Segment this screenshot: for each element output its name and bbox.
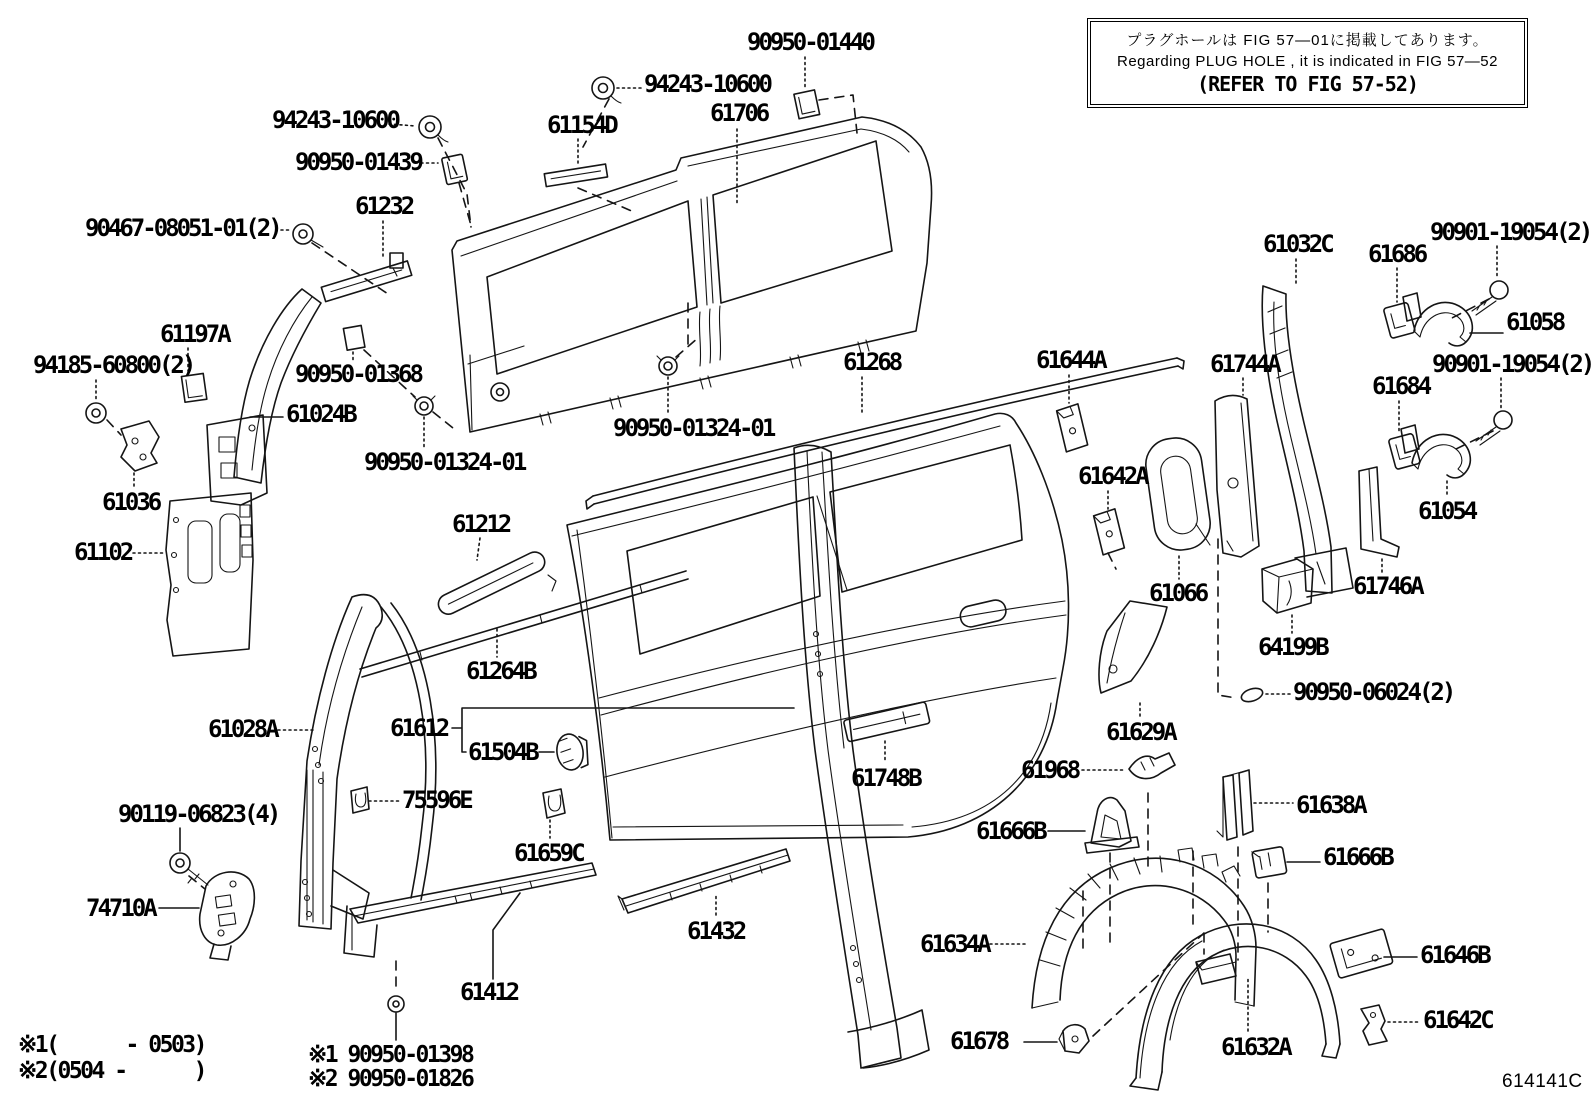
part-label-61748b: 61748B <box>851 764 920 792</box>
part-label-61746a: 61746A <box>1353 572 1422 600</box>
part-label-61666b: 61666B <box>976 817 1045 845</box>
wheel-arch-drawings <box>1032 848 1340 1090</box>
part-label-90950-01440: 90950-01440 <box>747 28 873 56</box>
part-label-94185-60800-2: 94185-60800(2) <box>33 351 194 379</box>
figure-code: 614141C <box>1502 1071 1583 1092</box>
part-label-61968: 61968 <box>1021 756 1079 784</box>
part-label-61268: 61268 <box>843 348 901 376</box>
part-label-90950-01324-01-2: 90950-01324-01 <box>613 414 774 442</box>
part-label-64199b: 64199B <box>1258 633 1327 661</box>
footnote-part-2: ※2 90950-01826 <box>308 1066 473 1092</box>
part-label-61678: 61678 <box>950 1027 1008 1055</box>
part-label-90950-01439: 90950-01439 <box>295 148 421 176</box>
note-line-japanese: プラグホールは FIG 57—01に掲載してあります。 <box>1126 32 1489 49</box>
part-label-61706: 61706 <box>710 99 768 127</box>
part-label-90950-01324-01: 90950-01324-01 <box>364 448 525 476</box>
note-line-english: Regarding PLUG HOLE , it is indicated in FIG 57—52 <box>1116 53 1498 70</box>
part-label-61632a: 61632A <box>1221 1033 1290 1061</box>
note-line-reference: (REFER TO FIG 57-52) <box>1197 72 1418 96</box>
footnote-date-range-1: ※1( - 0503) <box>18 1032 205 1058</box>
part-label-90119-06823-4: 90119-06823(4) <box>118 800 279 828</box>
part-label-61644a: 61644A <box>1036 346 1105 374</box>
part-label-61646b: 61646B <box>1420 941 1489 969</box>
part-label-90467-08051-01-2: 90467-08051-01(2) <box>85 214 280 242</box>
footnote-part-1: ※1 90950-01398 <box>308 1042 473 1068</box>
fastener-drawings <box>86 77 820 885</box>
part-label-61197a: 61197A <box>160 320 229 348</box>
right-parts-drawings <box>1056 281 1512 1053</box>
part-label-61634a: 61634A <box>920 930 989 958</box>
part-label-61036: 61036 <box>102 488 160 516</box>
part-label-61642a: 61642A <box>1078 462 1147 490</box>
upper-panel-drawing <box>452 117 932 432</box>
part-label-61412: 61412 <box>460 978 518 1006</box>
part-label-90950-01368: 90950-01368 <box>295 360 421 388</box>
part-label-61154d: 61154D <box>547 111 616 139</box>
part-label-61028a: 61028A <box>208 715 277 743</box>
part-label-61642c: 61642C <box>1423 1006 1492 1034</box>
b-pillar-drawing <box>794 445 929 1068</box>
part-label-61066: 61066 <box>1149 579 1207 607</box>
part-label-61024b: 61024B <box>286 400 355 428</box>
part-label-61612: 61612 <box>390 714 448 742</box>
part-label-61744a: 61744A <box>1210 350 1279 378</box>
part-label-61432: 61432 <box>687 917 745 945</box>
footnote-date-range-2: ※2(0504 - ) <box>18 1058 205 1084</box>
plug-hole-note-box <box>1087 18 1528 108</box>
part-label-61684: 61684 <box>1372 372 1430 400</box>
part-label-90901-19054-2: 90901-19054(2) <box>1430 218 1591 246</box>
part-label-90950-06024-2: 90950-06024(2) <box>1293 678 1454 706</box>
part-label-74710a: 74710A <box>86 894 155 922</box>
part-label-61054: 61054 <box>1418 497 1476 525</box>
part-label-94243-10600: 94243-10600 <box>644 70 770 98</box>
part-label-61666b-2: 61666B <box>1323 843 1392 871</box>
part-label-61629a: 61629A <box>1106 718 1175 746</box>
part-label-61686: 61686 <box>1368 240 1426 268</box>
part-label-75596e: 75596E <box>402 786 471 814</box>
part-label-61058: 61058 <box>1506 308 1564 336</box>
part-label-61638a: 61638A <box>1296 791 1365 819</box>
part-label-90901-19054-2-2: 90901-19054(2) <box>1432 350 1592 378</box>
part-label-61102: 61102 <box>74 538 132 566</box>
part-label-61264b: 61264B <box>466 657 535 685</box>
part-label-61212: 61212 <box>452 510 510 538</box>
part-label-61659c: 61659C <box>514 839 583 867</box>
part-label-61032c: 61032C <box>1263 230 1332 258</box>
part-label-61504b: 61504B <box>468 738 537 766</box>
part-label-61232: 61232 <box>355 192 413 220</box>
part-label-94243-10600-2: 94243-10600 <box>272 106 398 134</box>
